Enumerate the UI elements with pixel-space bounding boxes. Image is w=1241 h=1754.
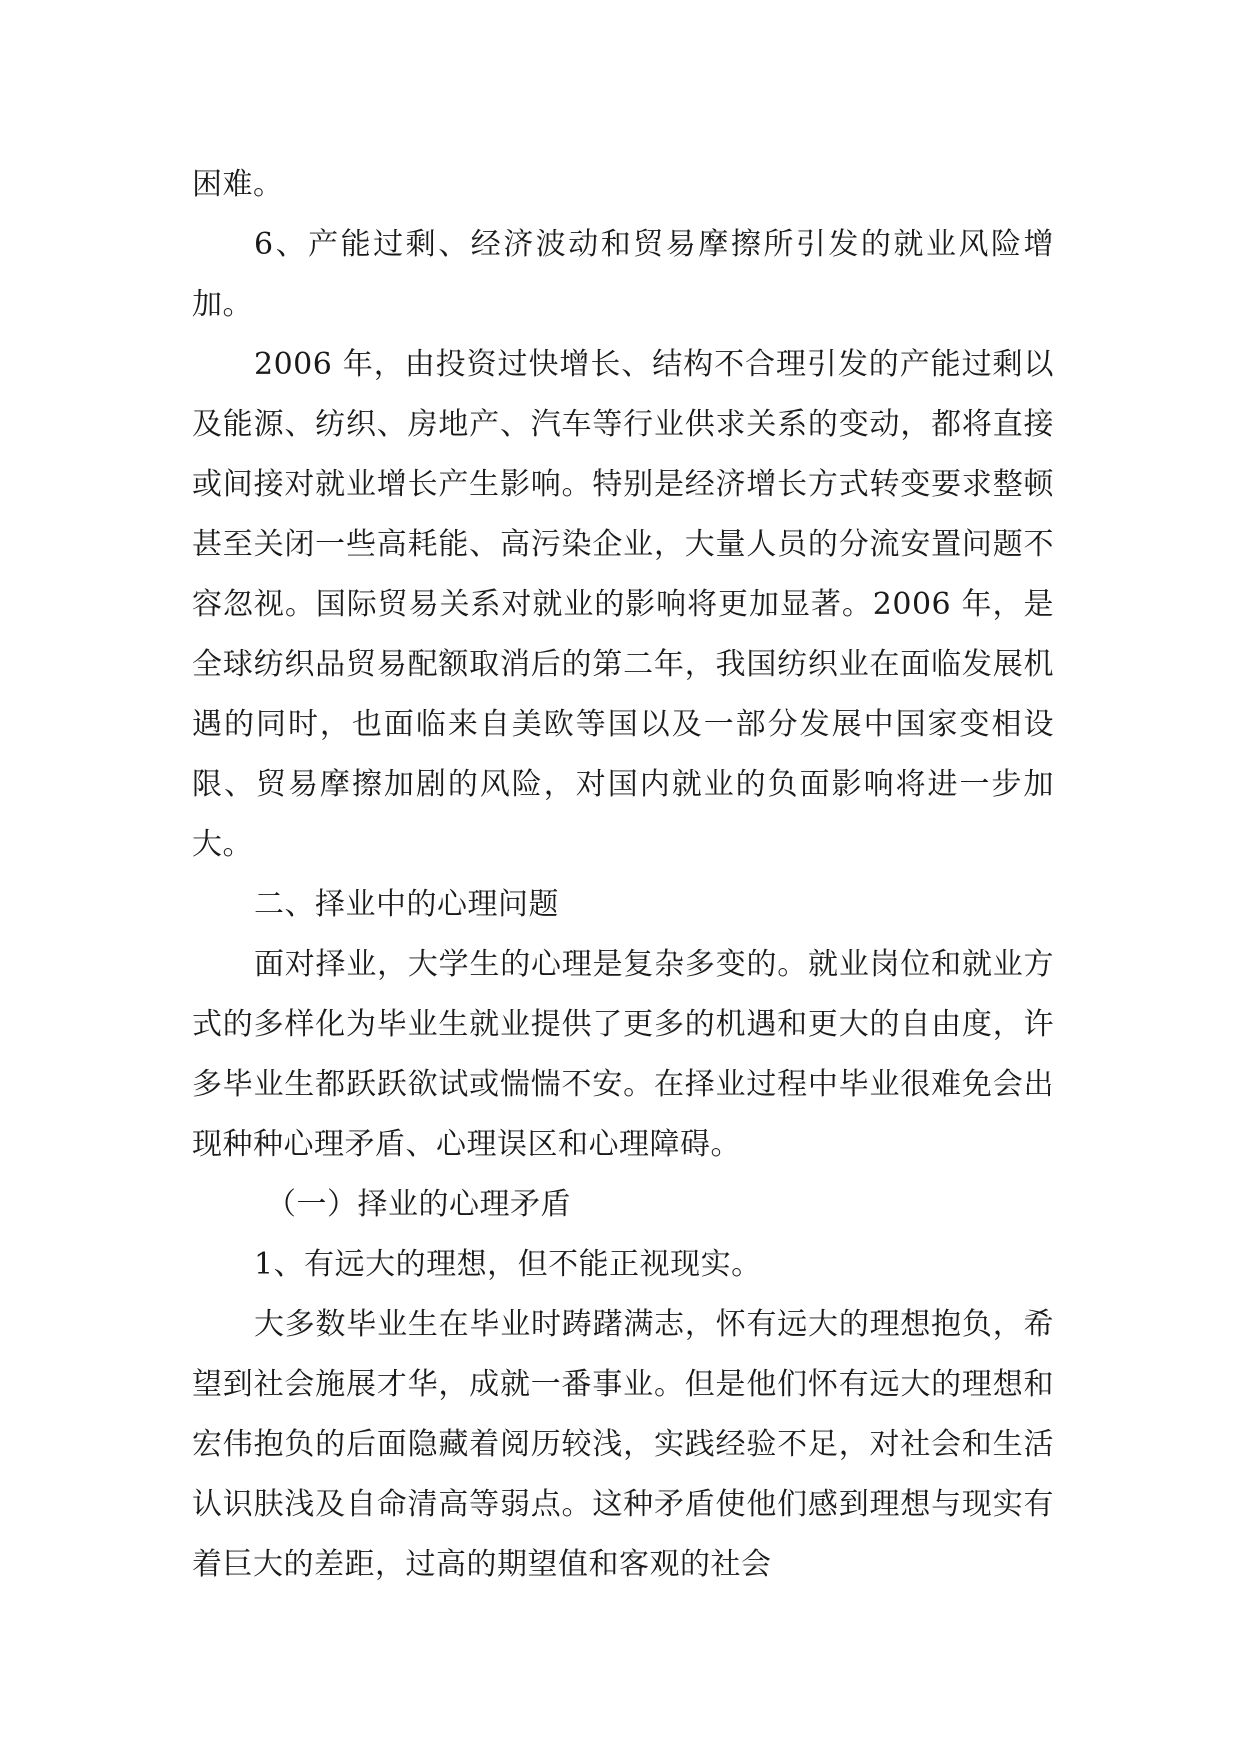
paragraph-item-1: 1、有远大的理想，但不能正视现实。 (254, 1247, 762, 1282)
section-heading: 二、择业中的心理问题 (254, 887, 559, 922)
document-page (192, 155, 1054, 1595)
subsection-heading: （一）择业的心理矛盾 (266, 1187, 571, 1222)
paragraph-body: 面对择业，大学生的心理是复杂多变的。就业岗位和就业方式的多样化为毕业生就业提供了更多的机遇和更大的自由度，许多毕业生都跃跃欲试或惴惴不安。在择业过程中毕业很难免会出现种种心理矛盾、心理误区和心理障碍。 (192, 947, 1054, 1162)
paragraph-continuation: 困难。 (192, 167, 284, 202)
paragraph-body: 大多数毕业生在毕业时踌躇满志，怀有远大的理想抱负，希望到社会施展才华，成就一番事业。但是他们怀有远大的理想和宏伟抱负的后面隐藏着阅历较浅，实践经验不足，对社会和生活认识肤浅及自命清高等弱点。这种矛盾使他们感到理想与现实有着巨大的差距，过高的期望值和客观的社会 (192, 1307, 1054, 1582)
paragraph-body: 2006 年，由投资过快增长、结构不合理引发的产能过剩以及能源、纺织、房地产、汽车等行业供求关系的变动，都将直接或间接对就业增长产生影响。特别是经济增长方式转变要求整顿甚至关闭一些高耗能、高污染企业，大量人员的分流安置问题不容忽视。国际贸易关系对就业的影响将更加显著。2006 年，是全球纺织品贸易配额取消后的第二年，我国纺织业在面临发展机遇的同时，也面临来自美欧等国以及一部分发展中国家变相设限、贸易摩擦加剧的风险，对国内就业的负面影响将进一步加大。 (192, 347, 1054, 862)
paragraph-item-6: 6、产能过剩、经济波动和贸易摩擦所引发的就业风险增加。 (192, 227, 1054, 322)
